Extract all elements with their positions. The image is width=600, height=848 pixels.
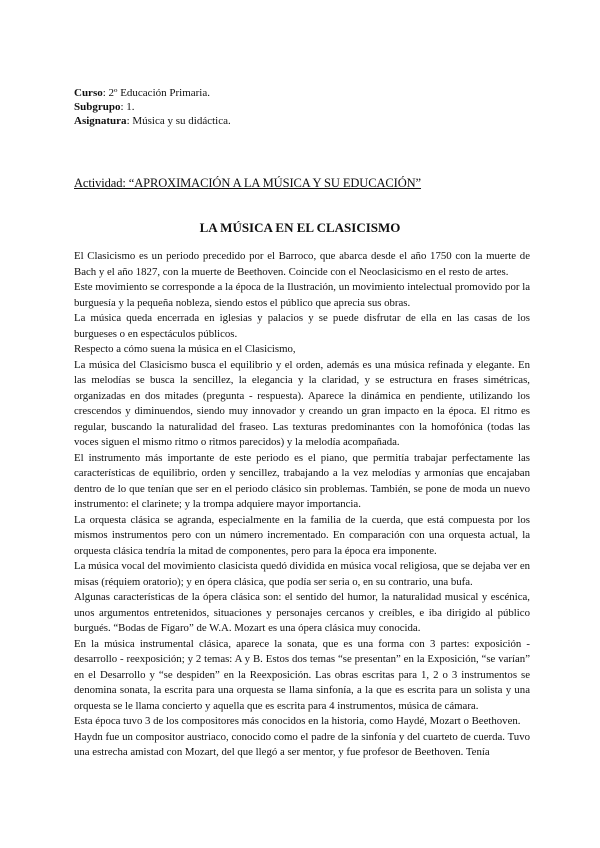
- paragraph: Haydn fue un compositor austriaco, conocido como el padre de la sinfonía y del cuarteto de cuerda. Tuvo una estrecha amistad con Mozart, del que llegó a ser mentor, y fue profesor de Beethoven. Tenía: [74, 730, 530, 758]
- paragraph: La orquesta clásica se agranda, especialmente en la familia de la cuerda, que está compuesta por los mismos instrumentos pero con un número incrementado. En comparación con una orquesta actual, la orquesta clásica tendría la mitad de componentes, pero para la época era imponente.: [74, 513, 530, 557]
- paragraph: Respecto a cómo suena la música en el Clasicismo,: [74, 343, 296, 355]
- paragraph: El instrumento más importante de este periodo es el piano, que permitía trabajar perfectamente las características de equilibrio, orden y sencillez, trabajando a la vez melodías y armonías que encajaban dentro de lo que tenían que ser en el periodo clásico sin problemas. También, se pone de moda un nuevo instrumento: el clarinete; y la trompa adquiere mayor importancia.: [74, 451, 530, 510]
- course-header: [74, 86, 231, 128]
- curso-line: [74, 86, 231, 100]
- paragraph: La música del Clasicismo busca el equilibrio y el orden, además es una música refinada y elegante. En las melodías se busca la sencillez, la elegancia y la claridad, y se estructura en frases simétricas, organizadas en dos mitades (pregunta - respuesta). Aparece la dinámica en pendiente, utilizando los crescendos y diminuendos, siendo muy innovador y creando un gran impacto en la época. El ritmo es regular, buscando la naturalidad del fraseo. Las texturas predominantes con la homofónica (todas las voces siguen el mismo ritmo o ritmos parecidos) y la melodía acompañada.: [74, 358, 530, 448]
- curso-label: Curso: [74, 87, 103, 99]
- paragraph: Este movimiento se corresponde a la época de la Ilustración, un movimiento intelectual promovido por la burguesía y la pequeña nobleza, siendo estos el público que aprecia sus obras.: [74, 281, 530, 309]
- asignatura-line: [74, 114, 231, 128]
- paragraph: Esta época tuvo 3 de los compositores más conocidos en la historia, como Haydé, Mozart o Beethoven.: [74, 715, 521, 727]
- paragraph: Algunas características de la ópera clásica son: el sentido del humor, la naturalidad musical y escénica, unos argumentos entretenidos, situaciones y personajes cercanos y creíbles, e iba dirigido al público burgués. “Bodas de Fígaro” de W.A. Mozart es una ópera clásica muy conocida.: [74, 591, 530, 634]
- body-text: [74, 249, 530, 761]
- curso-value: : 2º Educación Primaria.: [102, 87, 211, 99]
- subgrupo-label: Subgrupo: [74, 101, 121, 113]
- subgrupo-line: [74, 100, 231, 114]
- paragraph: En la música instrumental clásica, aparece la sonata, que es una forma con 3 partes: exposición - desarrollo - reexposición; y 2 temas: A y B. Estos dos temas “se presentan” en la Exposición, “se varían” en el Desarrollo y “se despiden” en la Reexposición. Las obras escritas para 1, 2 o 3 instrumentos se denomina sonata, la escrita para una orquesta se llama sinfonía, a la que es escrita para un solista y una orquesta se le llama concierto y aquella que es escrita para 4 instrumentos, música de cámara.: [74, 637, 530, 712]
- paragraph: El Clasicismo es un periodo precedido por el Barroco, que abarca desde el año 1750 con la muerte de Bach y el año 1827, con la muerte de Beethoven. Coincide con el Neoclasicismo en el resto de artes.: [74, 250, 530, 278]
- paragraph: La música queda encerrada en iglesias y palacios y se puede disfrutar de ella en las casas de los burgueses o en espectáculos públicos.: [74, 312, 530, 340]
- subgrupo-value: : 1.: [120, 101, 135, 113]
- asignatura-label: Asignatura: [74, 115, 127, 127]
- document-title: LA MÚSICA EN EL CLASICISMO: [199, 220, 401, 235]
- asignatura-value: : Música y su didáctica.: [126, 115, 231, 127]
- activity-heading: Actividad: “APROXIMACIÓN A LA MÚSICA Y SU EDUCACIÓN”: [74, 176, 422, 190]
- paragraph: La música vocal del movimiento clasicista quedó dividida en música vocal religiosa, que se dejaba ver en misas (réquiem oratorio); y en ópera clásica, que podía ser seria o, en su contrario, una bufa.: [74, 560, 531, 588]
